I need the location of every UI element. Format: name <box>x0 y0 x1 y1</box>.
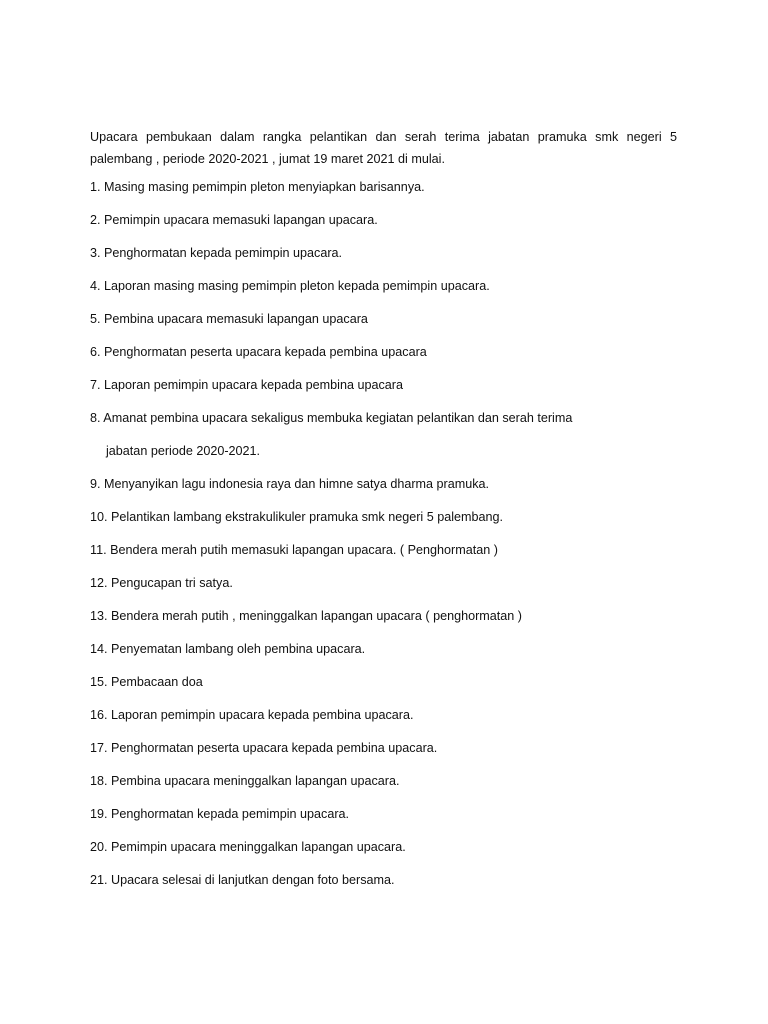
list-item-8-continuation: jabatan periode 2020-2021. <box>106 444 261 458</box>
list-item-19: 19. Penghormatan kepada pemimpin upacara. <box>90 807 350 821</box>
intro-paragraph: Upacara pembukaan dalam rangka pelantikan dan serah terima jabatan pramuka smk negeri 5 palembang , periode 2020-2021 , jumat 19 maret 2021 di mulai. <box>90 130 677 166</box>
list-item-8: 8. Amanat pembina upacara sekaligus membuka kegiatan pelantikan dan serah terima <box>90 411 573 425</box>
list-item-13: 13. Bendera merah putih , meninggalkan lapangan upacara ( penghormatan ) <box>90 609 522 623</box>
list-item-11: 11. Bendera merah putih memasuki lapangan upacara. ( Penghormatan ) <box>90 543 498 557</box>
list-item-10: 10. Pelantikan lambang ekstrakulikuler pramuka smk negeri 5 palembang. <box>90 510 504 524</box>
list-item-21: 21. Upacara selesai di lanjutkan dengan foto bersama. <box>90 873 395 887</box>
list-item-4: 4. Laporan masing masing pemimpin pleton kepada pemimpin upacara. <box>90 279 490 293</box>
list-item-20: 20. Pemimpin upacara meninggalkan lapangan upacara. <box>90 840 406 854</box>
list-item-17: 17. Penghormatan peserta upacara kepada pembina upacara. <box>90 741 438 755</box>
list-item-16: 16. Laporan pemimpin upacara kepada pembina upacara. <box>90 708 414 722</box>
list-item-18: 18. Pembina upacara meninggalkan lapangan upacara. <box>90 774 400 788</box>
list-item-2: 2. Pemimpin upacara memasuki lapangan upacara. <box>90 213 378 227</box>
ceremony-steps-list <box>90 177 690 903</box>
list-item-1: 1. Masing masing pemimpin pleton menyiapkan barisannya. <box>90 180 425 194</box>
list-item-5: 5. Pembina upacara memasuki lapangan upacara <box>90 312 368 326</box>
list-item-3: 3. Penghormatan kepada pemimpin upacara. <box>90 246 343 260</box>
list-item-9: 9. Menyanyikan lagu indonesia raya dan himne satya dharma pramuka. <box>90 477 490 491</box>
list-item-12: 12. Pengucapan tri satya. <box>90 576 233 590</box>
list-item-6: 6. Penghormatan peserta upacara kepada pembina upacara <box>90 345 427 359</box>
list-item-15: 15. Pembacaan doa <box>90 675 203 689</box>
list-item-14: 14. Penyematan lambang oleh pembina upacara. <box>90 642 366 656</box>
list-item-7: 7. Laporan pemimpin upacara kepada pembina upacara <box>90 378 403 392</box>
